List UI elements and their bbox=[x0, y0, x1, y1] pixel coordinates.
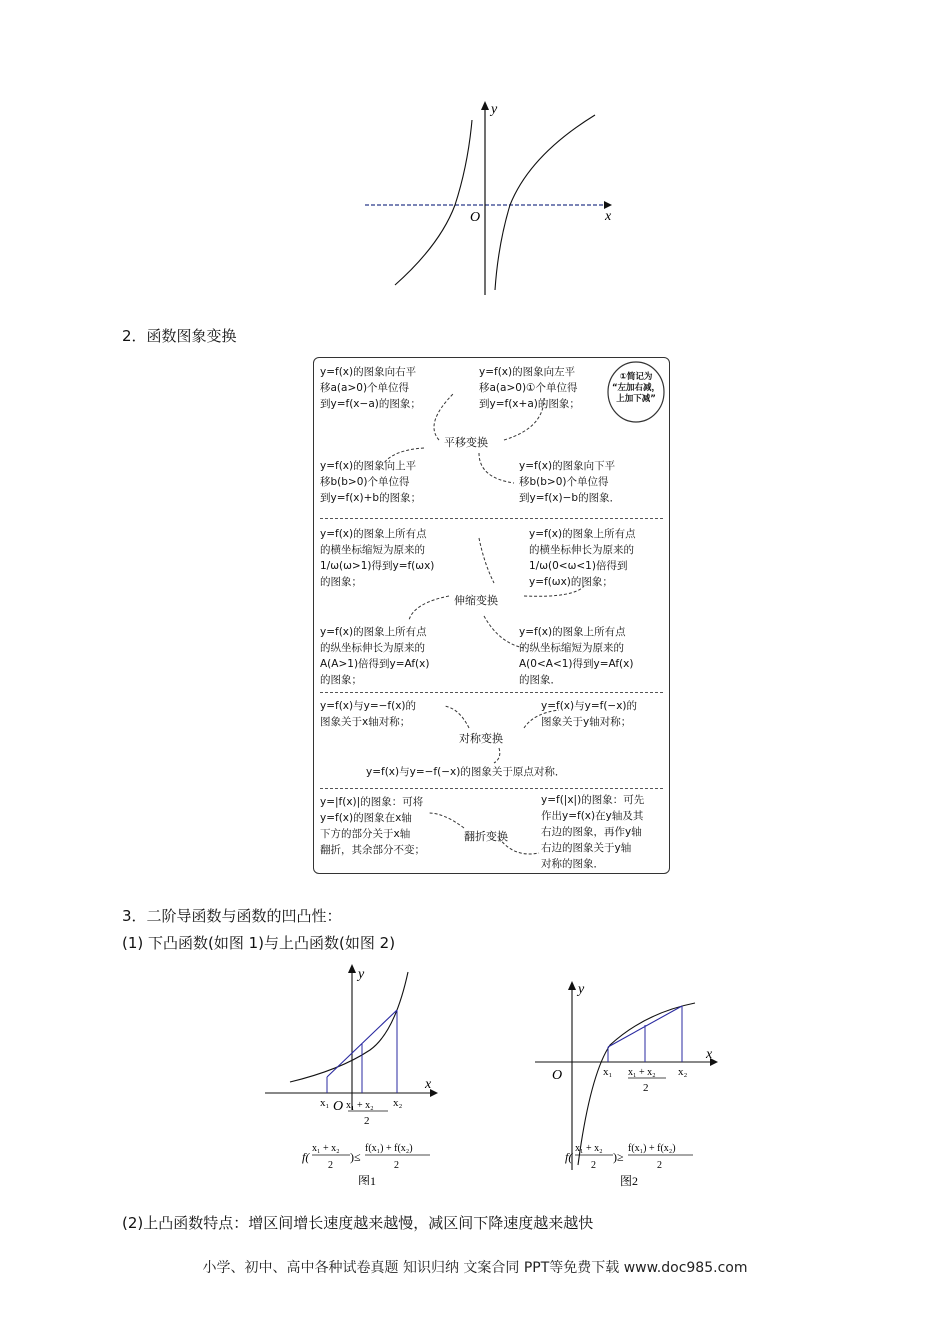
fig1-y-label: y bbox=[358, 967, 365, 982]
fig1-ineq-rel: )≤ bbox=[350, 1150, 361, 1164]
translate-up-text: y=f(x)的图象向上平 移b(b>0)个单位得 到y=f(x)+b的图象； bbox=[320, 460, 422, 504]
separator-1 bbox=[320, 518, 663, 519]
fig1-curve bbox=[290, 972, 408, 1082]
translate-left-text: y=f(x)的图象向左平 移a(a>0)①个单位得 到y=f(x+a)的图象； bbox=[479, 366, 580, 410]
section-3-sub2: (2)上凸函数特点：增区间增长速度越来越慢，减区间下降速度越来越快 bbox=[122, 1214, 594, 1232]
fig1-ineq-den2: 2 bbox=[394, 1160, 399, 1171]
fig1-ineq-num1: x₁ + x₂ bbox=[312, 1143, 340, 1154]
stretch-label: 伸缩变换 bbox=[454, 594, 498, 607]
fig1-ineq-left: f( bbox=[302, 1150, 310, 1164]
figure-2 bbox=[530, 975, 730, 1200]
fig2-caption: 图2 bbox=[620, 1174, 639, 1188]
section-2-heading: 2．函数图象变换 bbox=[122, 327, 237, 345]
transform-panel bbox=[313, 357, 670, 874]
page-footer: 小学、初中、高中各种试卷真题 知识归纳 文案合同 PPT等免费下载 www.doc985.com bbox=[202, 1260, 748, 1276]
y-axis-label: y bbox=[491, 102, 498, 117]
fig1-caption: 图1 bbox=[358, 1174, 377, 1185]
fig2-ineq-rel: )≥ bbox=[613, 1150, 624, 1164]
fig1-ineq-num2: f(x₁) + f(x₂) bbox=[365, 1143, 413, 1154]
memo-cloud-text: ①简记为 “左加右减， 上加下减” bbox=[611, 372, 661, 404]
graph-1 bbox=[360, 95, 620, 300]
symmetry-label: 对称变换 bbox=[459, 732, 503, 745]
fig1-origin: O bbox=[333, 1099, 344, 1114]
separator-2 bbox=[320, 692, 663, 693]
fig2-ineq-num1: x₁ + x₂ bbox=[575, 1143, 603, 1154]
fig1-ineq-den1: 2 bbox=[328, 1160, 333, 1171]
fig2-origin: O bbox=[552, 1068, 563, 1083]
symmetry-y-axis-text: y=f(x)与y=f(−x)的 图象关于y轴对称； bbox=[541, 700, 638, 728]
stretch-shrink-y-text: y=f(x)的图象上所有点 的纵坐标缩短为原来的 A(0<A<1)得到y=Af(x) 的图象． bbox=[519, 626, 634, 686]
y-axis-arrow bbox=[481, 101, 489, 110]
fig2-x2: x₂ bbox=[678, 1066, 688, 1078]
fig2-x1: x₁ bbox=[603, 1066, 613, 1078]
fig1-mid: x₁ + x₂ bbox=[346, 1100, 374, 1111]
left-branch bbox=[395, 120, 472, 285]
fig1-two: 2 bbox=[364, 1115, 370, 1127]
fold-label: 翻折变换 bbox=[464, 830, 508, 843]
fig2-two: 2 bbox=[643, 1082, 649, 1094]
fig1-x-label: x bbox=[425, 1077, 432, 1092]
stretch-shrink-x-text: y=f(x)的图象上所有点 的横坐标缩短为原来的 1/ω(ω>1)得到y=f(ωx) 的图象； bbox=[320, 528, 435, 588]
fig2-ineq-left: f( bbox=[565, 1150, 573, 1164]
fig1-x1: x₁ bbox=[320, 1097, 330, 1109]
symmetry-origin-text: y=f(x)与y=−f(−x)的图象关于原点对称． bbox=[366, 766, 566, 778]
fig2-ineq-den1: 2 bbox=[591, 1160, 596, 1171]
x-axis-label: x bbox=[605, 209, 612, 224]
fig2-x-label: x bbox=[706, 1047, 713, 1062]
fold-f-abs-text: y=f(|x|)的图象：可先 作出y=f(x)在y轴及其 右边的图象，再作y轴 右边的图象关于y轴 对称的图象． bbox=[541, 794, 645, 870]
stretch-stretch-y-text: y=f(x)的图象上所有点 的纵坐标伸长为原来的 A(A>1)倍得到y=Af(x) 的图象； bbox=[320, 626, 430, 686]
translate-right-text: y=f(x)的图象向右平 移a(a>0)个单位得 到y=f(x−a)的图象； bbox=[320, 366, 421, 410]
symmetry-x-axis-text: y=f(x)与y=−f(x)的 图象关于x轴对称； bbox=[320, 700, 417, 728]
fig2-ineq-num2: f(x₁) + f(x₂) bbox=[628, 1143, 676, 1154]
fig2-curve bbox=[578, 1003, 695, 1165]
fig2-mid: x₁ + x₂ bbox=[628, 1067, 656, 1078]
section-3-heading: 3．二阶导函数与函数的凹凸性： bbox=[122, 907, 342, 925]
fig2-y-label: y bbox=[578, 982, 585, 997]
right-branch bbox=[495, 115, 595, 290]
translate-label: 平移变换 bbox=[444, 436, 488, 449]
stretch-stretch-x-text: y=f(x)的图象上所有点 的横坐标伸长为原来的 1/ω(0<ω<1)倍得到 y=f(ωx)的图象； bbox=[529, 528, 636, 588]
origin-label: O bbox=[470, 210, 481, 225]
translate-down-text: y=f(x)的图象向下平 移b(b>0)个单位得 到y=f(x)−b的图象． bbox=[519, 460, 621, 504]
separator-3 bbox=[320, 788, 663, 789]
fold-abs-f-text: y=|f(x)|的图象：可将 y=f(x)的图象在x轴 下方的部分关于x轴 翻折，其余部分不变； bbox=[320, 796, 425, 856]
fig1-x2: x₂ bbox=[393, 1097, 403, 1109]
fig2-ineq-den2: 2 bbox=[657, 1160, 662, 1171]
x-axis-arrow bbox=[604, 201, 612, 209]
figure-1 bbox=[260, 960, 460, 1185]
section-3-sub1: (1) 下凸函数(如图 1)与上凸函数(如图 2) bbox=[122, 934, 396, 952]
